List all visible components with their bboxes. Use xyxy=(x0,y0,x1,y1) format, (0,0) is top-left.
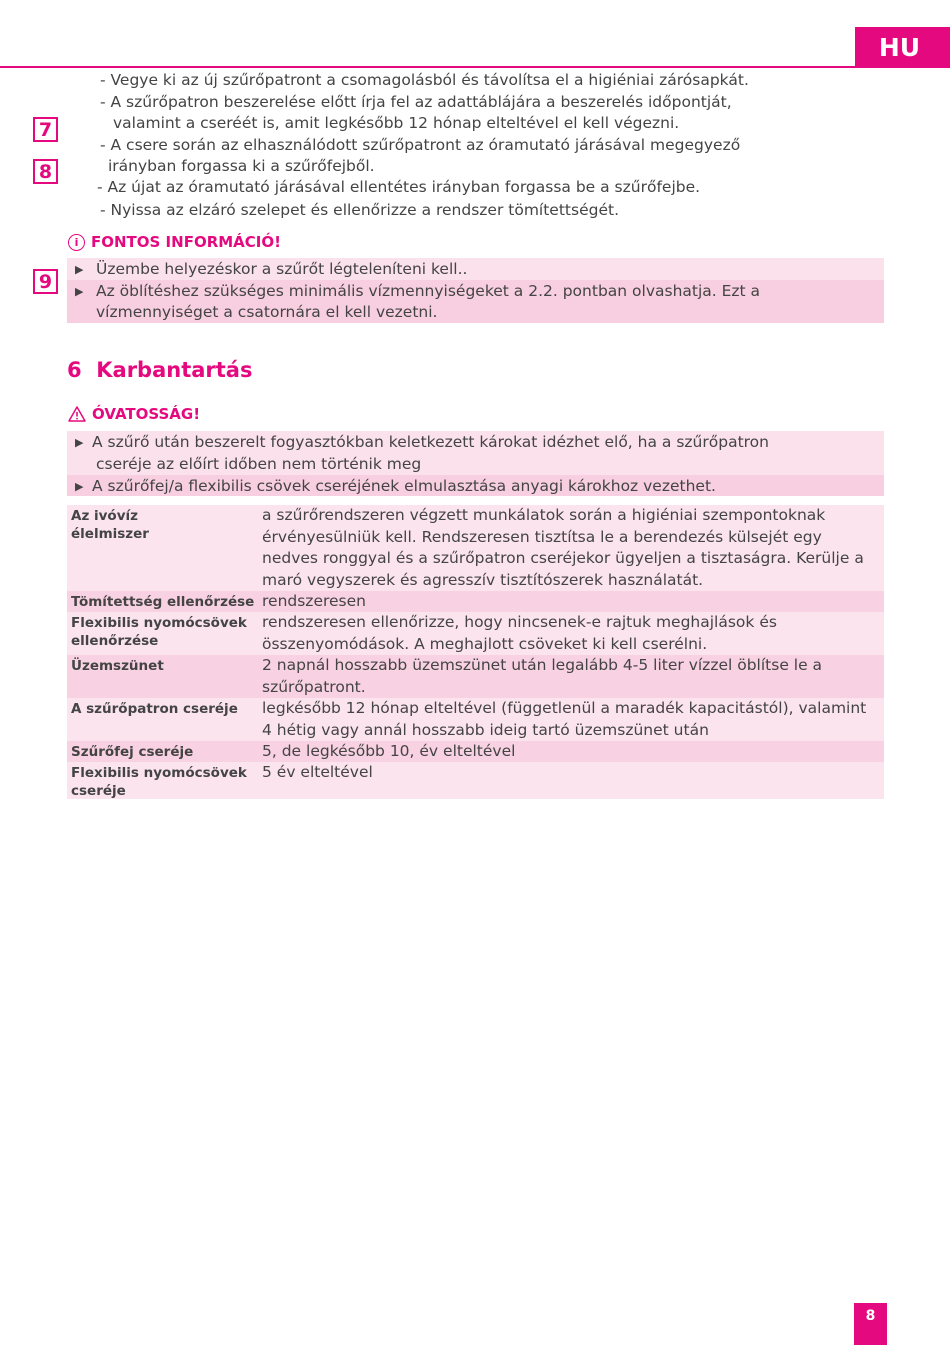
row-label: Tömítettség ellenőrzése xyxy=(71,594,255,610)
info-circle-icon: i xyxy=(68,234,85,251)
step-unscrew-2: irányban forgassa ki a szűrőfejből. xyxy=(108,157,375,175)
bullet-arrow-icon: ▶ xyxy=(75,480,84,493)
bullet-arrow-icon: ▶ xyxy=(75,436,84,449)
step-write-date-1: - A szűrőpatron beszerelése előtt írja fel az adattáblájára a beszerelés időpontját, xyxy=(100,93,732,111)
step-unscrew-1: - A csere során az elhasználódott szűrőpatront az óramutató járásával megegyező xyxy=(100,136,741,154)
table-row xyxy=(67,591,884,612)
bullet-arrow-icon: ▶ xyxy=(75,263,84,276)
warning-triangle-icon xyxy=(68,406,86,422)
row-label: A szűrőpatron cseréje xyxy=(71,701,238,717)
step-screw-in: - Az újat az óramutató járásával ellentétes irányban forgassa be a szűrőfejbe. xyxy=(97,178,701,196)
row-value: a szűrőrendszeren végzett munkálatok során a higiéniai szempontoknak érvényesülniük kell. Rendszeresen tisztítsa le a berendezés külsejét egy nedves ronggyal és a szűrőpatron cseréjekor ügyeljen a tisztaságra. Kerülje a maró vegyszerek és agresszív tisztítószerek használatát. xyxy=(262,506,864,589)
header-rule xyxy=(0,66,950,68)
table-row xyxy=(67,698,884,741)
row-value: 2 napnál hosszabb üzemszünet után legalább 4-5 liter vízzel öblítse le a szűrőpatront. xyxy=(262,656,823,696)
page-number-label: 8 xyxy=(865,1308,876,1324)
row-value: 5 év elteltével xyxy=(262,763,373,781)
row-value: rendszeresen ellenőrizze, hogy nincsenek-e rajtuk meghajlások és összenyomódások. A meghajlott csöveket ki kell cserélni. xyxy=(262,613,777,653)
caution-item-2: A szűrőfej/a flexibilis csövek cseréjének elmulasztása anyagi károkhoz vezethet. xyxy=(92,477,716,495)
caution-item-1: A szűrő után beszerelt fogyasztókban keletkezett károkat idézhet elő, ha a szűrőpatron xyxy=(92,433,769,451)
language-tab xyxy=(855,27,950,67)
table-row xyxy=(67,762,884,799)
step-open-valve: - Nyissa az elzáró szelepet és ellenőrizze a rendszer tömítettségét. xyxy=(100,201,619,219)
info-item-2: Az öblítéshez szükséges minimális vízmennyiségeket a 2.2. pontban olvashatja. Ezt a xyxy=(96,282,761,300)
caution-heading xyxy=(68,405,200,423)
caution-item-1-cont: cseréje az előírt időben nem történik meg xyxy=(96,455,422,473)
section-heading xyxy=(67,358,252,382)
info-item-1: Üzembe helyezéskor a szűrőt légteleníteni kell.. xyxy=(96,260,468,278)
figure-ref-8: 8 xyxy=(33,159,58,184)
bullet-arrow-icon: ▶ xyxy=(75,285,84,298)
table-row xyxy=(67,655,884,698)
page-number xyxy=(854,1303,887,1345)
section-title: Karbantartás xyxy=(96,358,253,382)
step-write-date-2: valamint a cseréét is, amit legkésőbb 12 hónap elteltével el kell végezni. xyxy=(113,114,680,132)
row-label: Szűrőfej cseréje xyxy=(71,744,194,760)
row-label: Üzemszünet xyxy=(71,658,164,674)
table-row xyxy=(67,505,884,591)
table-row xyxy=(67,612,884,655)
figure-ref-7: 7 xyxy=(33,117,58,142)
row-value: rendszeresen xyxy=(262,592,366,610)
section-number: 6 xyxy=(67,358,82,382)
info-title: FONTOS INFORMÁCIÓ! xyxy=(91,233,281,251)
row-label: Flexibilis nyomócsövek ellenőrzése xyxy=(71,615,247,649)
language-label: HU xyxy=(878,32,921,62)
table-row xyxy=(67,741,884,762)
row-label: Az ivóvíz élelmiszer xyxy=(71,508,149,542)
row-value: 5, de legkésőbb 10, év elteltével xyxy=(262,742,516,760)
caution-title: ÓVATOSSÁG! xyxy=(92,405,201,423)
row-value: legkésőbb 12 hónap elteltével (függetlenül a maradék kapacitástól), valamint 4 hétig vagy annál hosszabb ideig tartó üzemszünet után xyxy=(262,699,867,739)
info-heading xyxy=(68,233,281,251)
step-remove-cartridge: - Vegye ki az új szűrőpatront a csomagolásból és távolítsa el a higiéniai zárósapkát. xyxy=(100,71,749,89)
info-item-2-cont: vízmennyiséget a csatornára el kell vezetni. xyxy=(96,303,438,321)
figure-ref-9: 9 xyxy=(33,269,58,294)
row-label: Flexibilis nyomócsövek cseréje xyxy=(71,765,247,799)
